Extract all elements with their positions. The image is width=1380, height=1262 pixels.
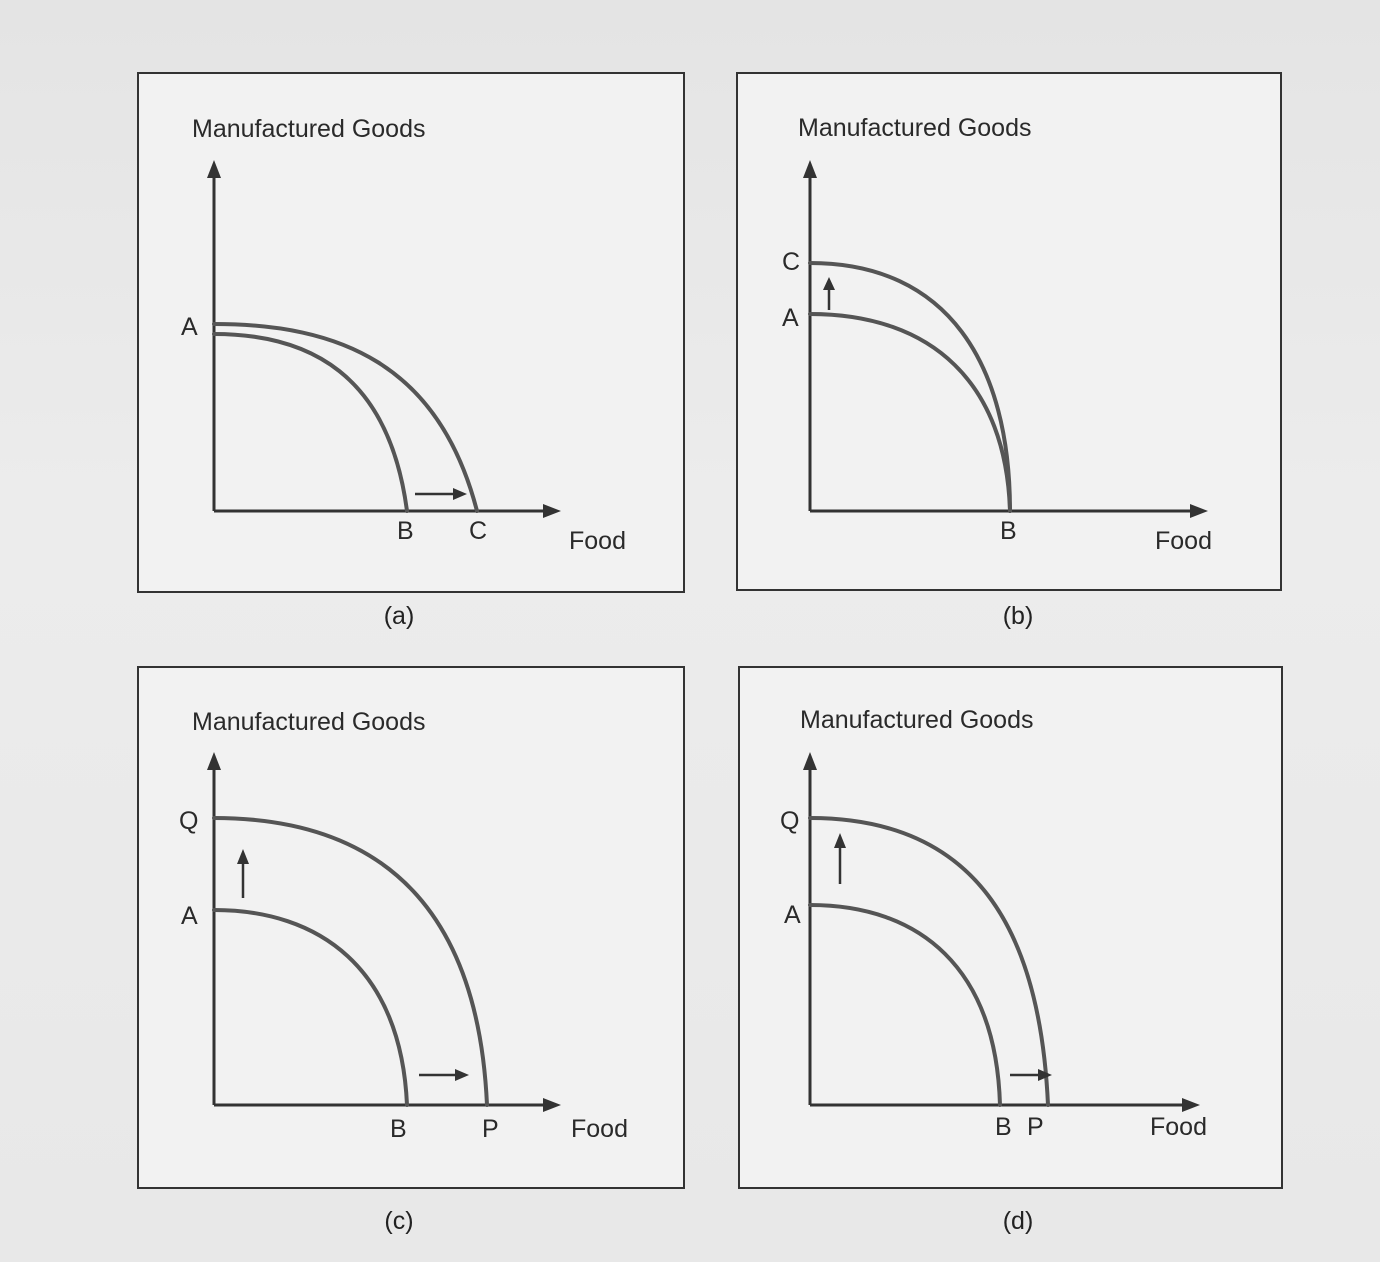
label-a: A xyxy=(181,313,198,341)
label-a: A xyxy=(784,901,801,929)
curve-ab xyxy=(214,910,407,1105)
y-axis-arrowhead xyxy=(207,752,221,770)
shift-arrowhead xyxy=(453,488,467,500)
y-axis-title: Manufactured Goods xyxy=(192,708,426,736)
label-a: A xyxy=(181,902,198,930)
label-q: Q xyxy=(179,807,199,835)
x-axis-arrowhead xyxy=(1190,504,1208,518)
caption-b: (b) xyxy=(1002,602,1034,630)
ppc-diagram-b xyxy=(738,74,1284,593)
x-axis-title: Food xyxy=(1150,1113,1207,1141)
panel-b xyxy=(736,72,1282,591)
x-axis-title: Food xyxy=(571,1115,628,1143)
caption-c: (c) xyxy=(384,1207,414,1235)
panel-d xyxy=(738,666,1283,1189)
shift-arrowhead xyxy=(823,277,835,290)
curve-ab xyxy=(810,905,1000,1105)
y-axis-title: Manufactured Goods xyxy=(192,115,426,143)
label-p: P xyxy=(482,1115,499,1143)
shift-arrowhead-up xyxy=(237,849,249,864)
x-axis-title: Food xyxy=(569,527,626,555)
ppc-diagram-c xyxy=(139,668,687,1191)
label-p: P xyxy=(1027,1113,1044,1141)
label-b: B xyxy=(390,1115,407,1143)
label-b: B xyxy=(397,517,414,545)
y-axis-arrowhead xyxy=(207,160,221,178)
curve-cb xyxy=(810,263,1010,511)
label-c: C xyxy=(469,517,488,545)
ppc-diagram-d xyxy=(740,668,1285,1191)
y-axis-arrowhead xyxy=(803,160,817,178)
label-q: Q xyxy=(780,807,800,835)
curve-ab xyxy=(810,314,1010,511)
x-axis-arrowhead xyxy=(543,504,561,518)
ppc-diagram-a xyxy=(139,74,687,595)
label-b: B xyxy=(995,1113,1012,1141)
label-b: B xyxy=(1000,517,1017,545)
y-axis-title: Manufactured Goods xyxy=(798,114,1032,142)
x-axis-arrowhead xyxy=(1182,1098,1200,1112)
x-axis-title: Food xyxy=(1155,527,1212,555)
caption-d: (d) xyxy=(1002,1207,1034,1235)
shift-arrowhead-up xyxy=(834,833,846,848)
label-a: A xyxy=(782,304,799,332)
caption-a: (a) xyxy=(383,602,415,630)
shift-arrowhead-right xyxy=(455,1069,469,1081)
label-c: C xyxy=(782,248,801,276)
y-axis-arrowhead xyxy=(803,752,817,770)
y-axis-title: Manufactured Goods xyxy=(800,706,1034,734)
x-axis-arrowhead xyxy=(543,1098,561,1112)
curve-qp xyxy=(810,818,1048,1105)
panel-a xyxy=(137,72,685,593)
curve-ac xyxy=(214,324,477,511)
panel-c xyxy=(137,666,685,1189)
